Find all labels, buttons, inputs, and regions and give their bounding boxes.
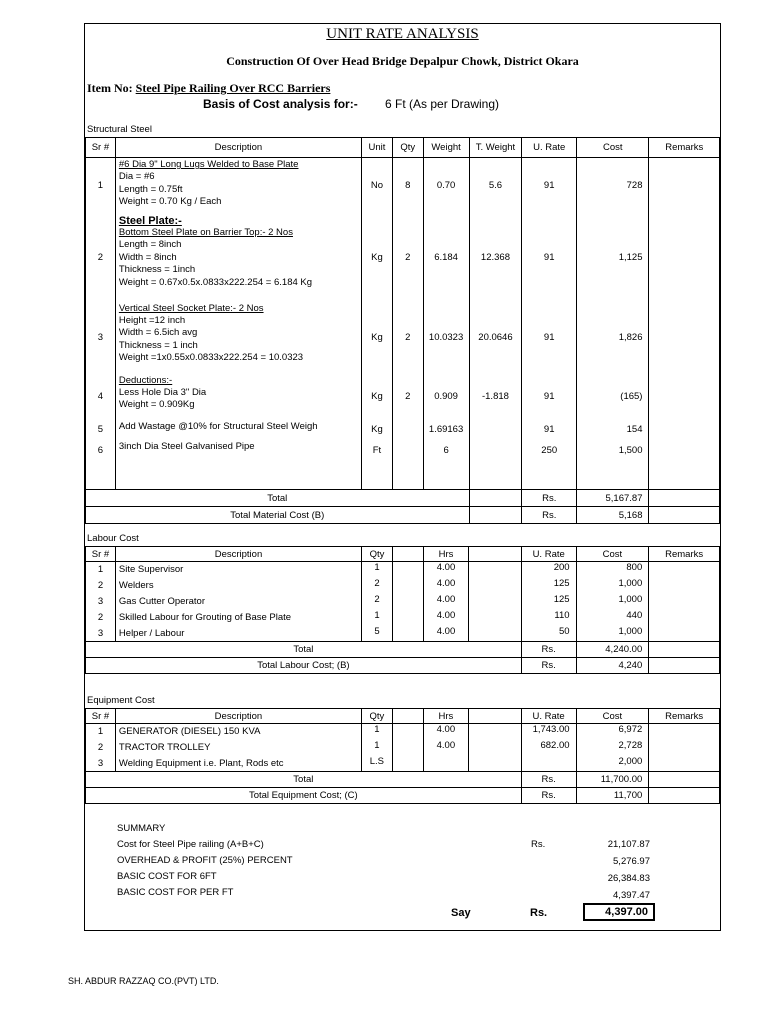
qty-cell: 1 [362,562,393,578]
rate-cell: 91 [522,214,577,302]
table-row [86,507,720,524]
column-header: Qty [361,709,392,724]
company-footer: SH. ABDUR RAZZAQ CO.(PVT) LTD. [68,976,219,986]
empty-cell [469,562,521,578]
empty-cell [649,507,720,524]
summary-line: Cost for Steel Pipe railing (A+B+C) [117,839,264,850]
table-row [86,709,720,724]
item-name: Steel Pipe Railing Over RCC Barriers [135,81,331,95]
empty-cell [649,772,720,788]
description-line: Add Wastage @10% for Structural Steel Weigh [118,420,318,432]
sr-cell: 1 [86,158,116,214]
rate-cell: 91 [522,374,577,420]
table-row [86,374,720,420]
remarks-cell [649,610,720,626]
description-cell: Helper / Labour [115,626,361,642]
column-header: Description [115,709,361,724]
description-line: Weight =1x0.55x0.0833x222.254 = 10.0323 [118,352,304,364]
basis-label: Basis of Cost analysis for:- [203,97,358,111]
hrs-cell: 4.00 [423,724,469,740]
column-header: U. Rate [522,138,577,158]
rate-analysis-sheet [84,23,721,931]
empty-cell [469,610,521,626]
sr-cell: 3 [86,626,116,642]
column-header: Description [115,138,361,158]
column-header: U. Rate [521,547,576,562]
table-row [86,547,720,562]
rate-cell: 110 [521,610,576,626]
unit-cell: Kg [362,420,393,440]
remarks-cell [649,420,720,440]
empty-cell [392,578,423,594]
empty-cell [649,642,720,658]
subtotal-label: Total Labour Cost; (B) [86,658,522,674]
qty-cell: 5 [362,626,393,642]
structural-section-label: Structural Steel [87,124,152,135]
description-line: Thickness = 1inch [118,264,196,276]
rs-label: Rs. [522,490,577,507]
description-line: Bottom Steel Plate on Barrier Top:- 2 Nos [118,226,293,238]
hrs-cell: 4.00 [423,626,469,642]
summary-line: BASIC COST FOR PER FT [117,887,234,898]
empty-cell [392,462,423,490]
remarks-cell [649,594,720,610]
description-line: Thickness = 1 inch [118,339,198,351]
total-value: 5,167.87 [577,490,649,507]
hrs-cell: 4.00 [423,610,469,626]
project-subtitle: Construction Of Over Head Bridge Depalpur Chowk, District Okara [226,54,579,68]
column-header: Weight [423,138,469,158]
cost-cell: 1,125 [577,214,649,302]
description-line: Height =12 inch [118,314,186,326]
empty-cell [362,462,393,490]
table-row [86,578,720,594]
description-cell: GENERATOR (DIESEL) 150 KVA [115,724,361,740]
description-line: Width = 6.5ich avg [118,327,198,339]
total-weight-cell [469,440,522,462]
table-row [86,462,720,490]
table-row [86,562,720,578]
rs-label: Rs. [521,642,576,658]
table-row [86,490,720,507]
empty-cell [649,658,720,674]
summary-block [85,819,722,932]
table-row [86,158,720,214]
column-header: Cost [577,138,649,158]
sr-cell: 5 [86,420,116,440]
column-header: Cost [576,709,649,724]
material-cost-label: Total Material Cost (B) [86,507,470,524]
sr-cell: 1 [86,562,116,578]
column-header [392,709,423,724]
hrs-cell: 4.00 [423,578,469,594]
empty-cell [649,490,720,507]
weight-cell: 0.70 [423,158,469,214]
rs-label: Rs. [521,788,576,804]
empty-cell [469,740,521,756]
description-line: Width = 8inch [118,251,177,263]
cost-cell: 6,972 [576,724,649,740]
summary-rs-label: Rs. [531,839,546,850]
cost-cell: 2,000 [576,756,649,772]
weight-cell: 0.909 [423,374,469,420]
table-row [86,788,720,804]
qty-cell: 8 [392,158,423,214]
sr-cell: 2 [86,740,116,756]
rate-cell: 1,743.00 [521,724,576,740]
unit-cell: No [362,158,393,214]
qty-cell: 1 [361,724,392,740]
empty-cell [577,462,649,490]
summary-line: BASIC COST FOR 6FT [117,871,217,882]
column-header: Hrs [423,547,469,562]
weight-cell: 10.0323 [423,302,469,374]
total-label: Total [86,490,470,507]
description-line: #6 Dia 9" Long Lugs Welded to Base Plate [118,159,299,170]
hrs-cell [423,756,469,772]
column-header: Sr # [86,709,116,724]
sr-cell: 4 [86,374,116,420]
sr-cell: 2 [86,610,116,626]
say-label: Say [451,907,471,919]
total-weight-cell: 5.6 [469,158,522,214]
remarks-cell [649,158,720,214]
cost-cell: 1,000 [576,578,649,594]
column-header: Cost [576,547,649,562]
basis-value: 6 Ft (As per Drawing) [385,97,500,111]
table-row [86,214,720,302]
remarks-cell [649,440,720,462]
column-header: U. Rate [521,709,576,724]
rate-cell: 200 [521,562,576,578]
rate-cell: 125 [521,594,576,610]
structural-steel-table [85,137,720,524]
cost-cell: 2,728 [576,740,649,756]
table-row [86,610,720,626]
table-row [86,594,720,610]
page-title: UNIT RATE ANALYSIS [326,26,479,42]
column-header: Unit [362,138,393,158]
cost-cell: 728 [577,158,649,214]
subtotal-value: 11,700 [576,788,649,804]
cost-cell: 440 [576,610,649,626]
column-header: Hrs [423,709,469,724]
hrs-cell: 4.00 [423,562,469,578]
summary-value: 26,384.83 [607,873,650,884]
description-cell [115,374,361,420]
empty-cell [392,610,423,626]
description-line: Deductions:- [118,374,173,386]
qty-cell [392,420,423,440]
subtotal-value: 4,240 [576,658,649,674]
rate-cell [521,756,576,772]
qty-cell [392,440,423,462]
empty-cell [392,626,423,642]
description-cell [115,420,361,440]
description-line: Length = 8inch [118,239,182,251]
rate-cell: 50 [521,626,576,642]
labour-cost-table [85,546,720,674]
remarks-cell [649,626,720,642]
qty-cell: 1 [361,740,392,756]
qty-cell: L.S [361,756,392,772]
rs-label: Rs. [521,772,576,788]
cost-cell: 154 [577,420,649,440]
description-cell: Welding Equipment i.e. Plant, Rods etc [115,756,361,772]
description-cell: Site Supervisor [115,562,361,578]
sr-cell: 1 [86,724,116,740]
summary-value: 4,397.47 [613,890,650,901]
column-header: Remarks [649,709,720,724]
remarks-cell [649,562,720,578]
column-header: T. Weight [469,138,522,158]
empty-cell [392,594,423,610]
column-header: Sr # [86,547,116,562]
hrs-cell: 4.00 [423,594,469,610]
cost-cell: 800 [576,562,649,578]
empty-cell [86,462,116,490]
summary-heading: SUMMARY [117,823,166,834]
remarks-cell [649,214,720,302]
item-line [87,81,330,96]
table-row [86,658,720,674]
empty-cell [649,462,720,490]
rs-label: Rs. [521,658,576,674]
qty-cell: 2 [392,302,423,374]
table-row [86,420,720,440]
empty-cell [469,462,522,490]
qty-cell: 2 [392,374,423,420]
description-line: 3inch Dia Steel Galvanised Pipe [118,440,255,452]
unit-cell: Kg [362,302,393,374]
column-header: Description [115,547,361,562]
rate-cell: 91 [522,158,577,214]
sr-cell: 2 [86,578,116,594]
empty-cell [469,756,521,772]
subtotal-label: Total Equipment Cost; (C) [86,788,522,804]
summary-value: 21,107.87 [607,839,650,850]
table-row [86,642,720,658]
cost-cell: 1,000 [576,626,649,642]
qty-cell: 1 [362,610,393,626]
labour-section-label: Labour Cost [87,533,139,544]
description-line: Steel Plate:- [118,214,182,227]
description-line: Dia = #6 [118,171,155,183]
column-header [469,709,521,724]
column-header [392,547,423,562]
description-cell: Welders [115,578,361,594]
column-header: Remarks [649,547,720,562]
table-row [86,440,720,462]
cost-cell: 1,000 [576,594,649,610]
remarks-cell [649,374,720,420]
table-row [86,724,720,740]
total-weight-cell: 12.368 [469,214,522,302]
total-weight-cell [469,420,522,440]
column-header [469,547,521,562]
remarks-cell [649,578,720,594]
summary-value: 5,276.97 [613,856,650,867]
empty-cell [649,788,720,804]
description-line: Weight = 0.909Kg [118,399,195,411]
material-cost-value: 5,168 [577,507,649,524]
description-cell [115,158,361,214]
description-line: Vertical Steel Socket Plate:- 2 Nos [118,302,264,314]
column-header: Qty [362,547,393,562]
sr-cell: 3 [86,756,116,772]
description-line: Less Hole Dia 3" Dia [118,386,207,398]
equipment-cost-table [85,708,720,804]
rate-cell: 91 [522,302,577,374]
qty-cell: 2 [392,214,423,302]
rate-cell: 682.00 [521,740,576,756]
description-cell: Gas Cutter Operator [115,594,361,610]
empty-cell [392,724,423,740]
cost-cell: (165) [577,374,649,420]
empty-cell [392,756,423,772]
sr-cell: 3 [86,302,116,374]
weight-cell: 6.184 [423,214,469,302]
total-label: Total [86,772,522,788]
description-line: Weight = 0.70 Kg / Each [118,196,222,208]
cost-cell: 1,826 [577,302,649,374]
column-header: Sr # [86,138,116,158]
description-line: Length = 0.75ft [118,183,183,195]
total-value: 11,700.00 [576,772,649,788]
total-label: Total [86,642,522,658]
item-prefix: Item No: [87,81,133,95]
column-header: Remarks [649,138,720,158]
qty-cell: 2 [362,578,393,594]
empty-cell [469,724,521,740]
unit-cell: Ft [362,440,393,462]
empty-cell [392,562,423,578]
remarks-cell [649,724,720,740]
unit-cell: Kg [362,374,393,420]
empty-cell [115,462,361,490]
total-weight-cell: 20.0646 [469,302,522,374]
description-line: Weight = 0.67x0.5x.0833x222.254 = 6.184 Kg [118,276,313,288]
rate-cell: 250 [522,440,577,462]
table-row [86,302,720,374]
qty-cell: 2 [362,594,393,610]
table-row [86,772,720,788]
summary-line: OVERHEAD & PROFIT (25%) PERCENT [117,855,293,866]
table-row [86,626,720,642]
empty-cell [469,578,521,594]
rate-cell: 125 [521,578,576,594]
empty-cell [469,626,521,642]
rs-label: Rs. [522,507,577,524]
empty-cell [392,740,423,756]
total-value: 4,240.00 [576,642,649,658]
final-rate-box: 4,397.00 [583,903,655,921]
description-cell [115,214,361,302]
hrs-cell: 4.00 [423,740,469,756]
table-row [86,138,720,158]
empty-cell [423,462,469,490]
weight-cell: 6 [423,440,469,462]
sr-cell: 2 [86,214,116,302]
equipment-section-label: Equipment Cost [87,695,155,706]
empty-cell [469,594,521,610]
table-row [86,740,720,756]
description-cell: Skilled Labour for Grouting of Base Plate [115,610,361,626]
description-cell: TRACTOR TROLLEY [115,740,361,756]
remarks-cell [649,302,720,374]
rate-cell: 91 [522,420,577,440]
say-rs-label: Rs. [530,907,548,919]
description-cell [115,440,361,462]
weight-cell: 1.69163 [423,420,469,440]
description-cell [115,302,361,374]
empty-cell [469,507,522,524]
empty-cell [469,490,522,507]
remarks-cell [649,740,720,756]
unit-cell: Kg [362,214,393,302]
total-weight-cell: -1.818 [469,374,522,420]
cost-cell: 1,500 [577,440,649,462]
table-row [86,756,720,772]
empty-cell [522,462,577,490]
remarks-cell [649,756,720,772]
column-header: Qty [392,138,423,158]
sr-cell: 6 [86,440,116,462]
sr-cell: 3 [86,594,116,610]
